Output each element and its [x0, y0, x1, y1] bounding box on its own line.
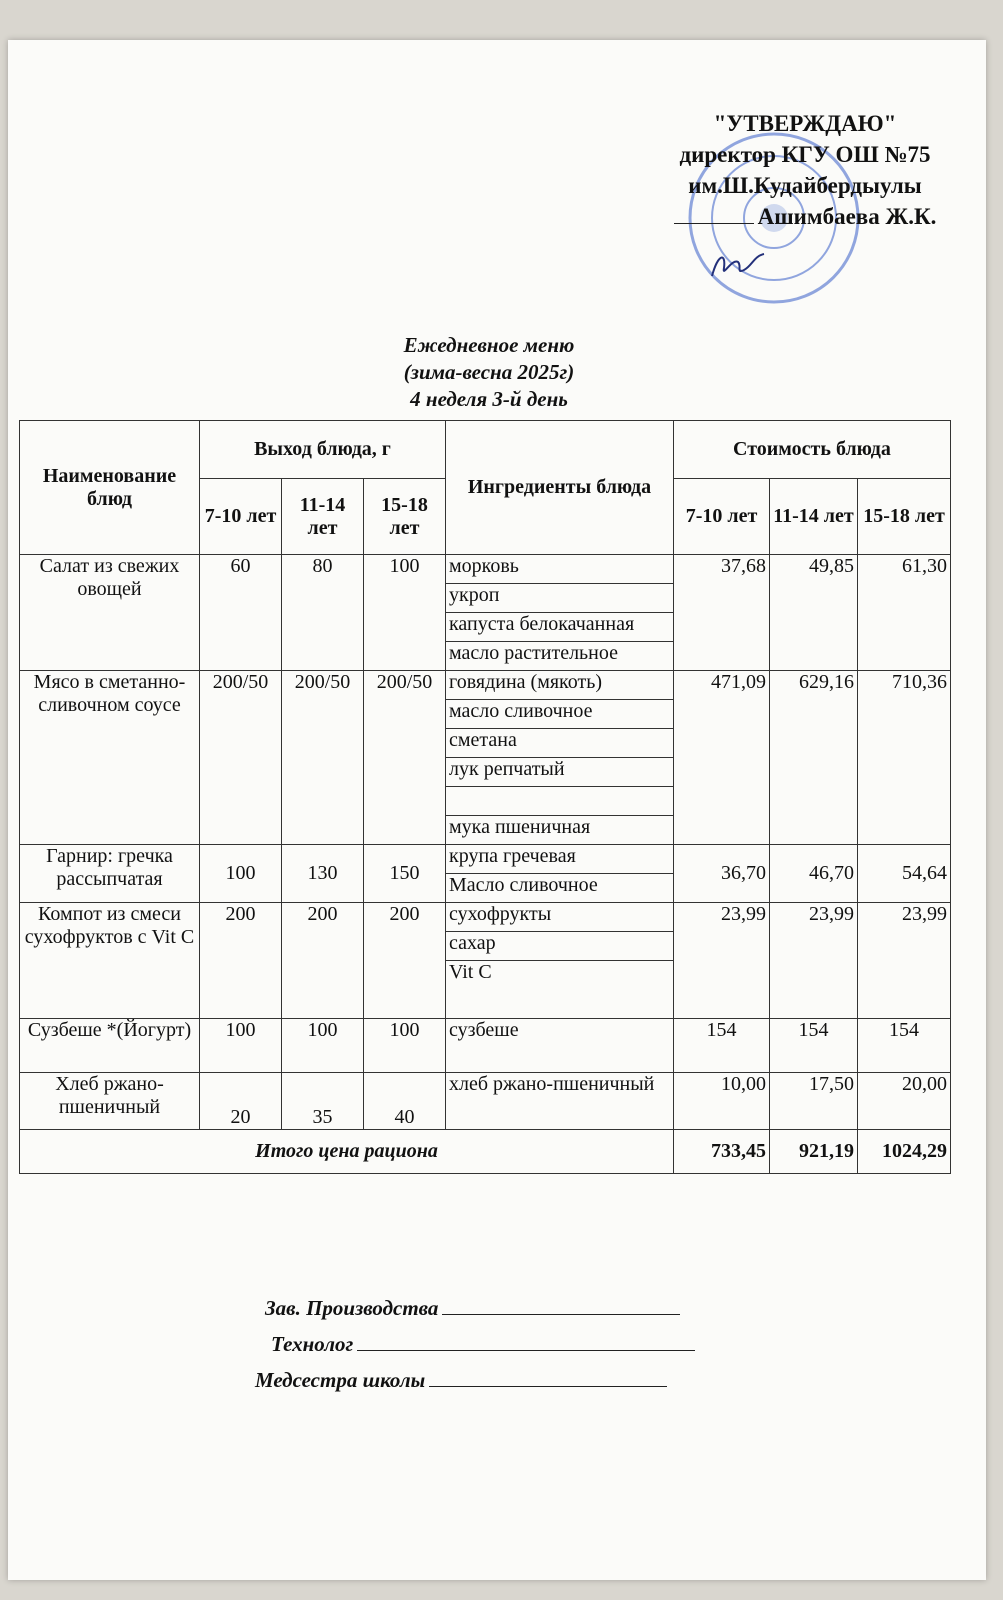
dish-name: Сузбеше *(Йогурт) — [20, 1019, 200, 1073]
yield-15-18: 200 — [364, 903, 446, 1019]
header-yield-age-15-18: 15-18 лет — [364, 479, 446, 555]
table-row — [20, 671, 951, 700]
yield-7-10: 60 — [200, 555, 282, 671]
yield-7-10: 20 — [200, 1073, 282, 1130]
yield-7-10: 200/50 — [200, 671, 282, 845]
cost-15-18: 154 — [858, 1019, 951, 1073]
dish-name: Гарнир: гречка рассыпчатая — [20, 845, 200, 903]
table-row — [20, 903, 951, 932]
approval-position: директор КГУ ОШ №75 — [679, 142, 931, 167]
menu-title: Ежедневное меню — [403, 333, 575, 357]
cost-7-10: 154 — [674, 1019, 770, 1073]
yield-15-18: 200/50 — [364, 671, 446, 845]
header-yield-age-7-10: 7-10 лет — [200, 479, 282, 555]
cost-11-14: 17,50 — [770, 1073, 858, 1130]
approval-school: им.Ш.Кудайбердыулы — [688, 173, 922, 198]
yield-15-18: 150 — [364, 845, 446, 903]
cost-11-14: 49,85 — [770, 555, 858, 671]
header-dish-name: Наименование блюд — [20, 421, 200, 555]
signature-line — [442, 1294, 680, 1315]
approval-title: "УТВЕРЖДАЮ" — [713, 111, 897, 136]
yield-7-10: 200 — [200, 903, 282, 1019]
header-cost-age-15-18: 15-18 лет — [858, 479, 951, 555]
cost-7-10: 23,99 — [674, 903, 770, 1019]
menu-title-block — [0, 332, 1003, 413]
ingredient: капуста белокачанная — [446, 613, 674, 642]
yield-11-14: 200/50 — [282, 671, 364, 845]
yield-11-14: 200 — [282, 903, 364, 1019]
yield-15-18: 100 — [364, 555, 446, 671]
header-ingredients: Ингредиенты блюда — [446, 421, 674, 555]
cost-15-18: 710,36 — [858, 671, 951, 845]
signature-row — [255, 1326, 695, 1362]
cost-11-14: 46,70 — [770, 845, 858, 903]
cost-7-10: 37,68 — [674, 555, 770, 671]
ingredient: Масло сливочное — [446, 874, 674, 903]
ingredient: масло сливочное — [446, 700, 674, 729]
signature-line — [429, 1366, 667, 1387]
yield-11-14: 130 — [282, 845, 364, 903]
approval-director-name: Ашимбаева Ж.К. — [757, 204, 937, 229]
dish-name: Хлеб ржано-пшеничный — [20, 1073, 200, 1130]
cost-11-14: 154 — [770, 1019, 858, 1073]
yield-11-14: 100 — [282, 1019, 364, 1073]
header-cost: Стоимость блюда — [674, 421, 951, 479]
cost-7-10: 36,70 — [674, 845, 770, 903]
approval-director — [645, 201, 965, 232]
signature-label-technologist: Технолог — [271, 1332, 354, 1356]
dish-name: Салат из свежих овощей — [20, 555, 200, 671]
table-row — [20, 1019, 951, 1073]
table-row — [20, 845, 951, 874]
cost-15-18: 23,99 — [858, 903, 951, 1019]
cost-15-18: 61,30 — [858, 555, 951, 671]
approval-block — [645, 108, 965, 232]
signature-line — [357, 1330, 695, 1351]
ingredient: крупа гречевая — [446, 845, 674, 874]
signature-label-production: Зав. Производства — [265, 1296, 439, 1320]
ingredient: хлеб ржано-пшеничный — [446, 1073, 674, 1130]
ingredient: говядина (мякоть) — [446, 671, 674, 700]
cost-11-14: 23,99 — [770, 903, 858, 1019]
ingredient: морковь — [446, 555, 674, 584]
table-row — [20, 1073, 951, 1130]
cost-7-10: 10,00 — [674, 1073, 770, 1130]
handwritten-signature — [708, 248, 768, 284]
cost-11-14: 629,16 — [770, 671, 858, 845]
ingredient: мука пшеничная — [446, 816, 674, 845]
signature-line — [674, 223, 754, 224]
ingredient: сметана — [446, 729, 674, 758]
total-row — [20, 1130, 951, 1174]
dish-name: Компот из смеси сухофруктов с Vit C — [20, 903, 200, 1019]
ingredient-empty — [446, 787, 674, 816]
header-yield-age-11-14: 11-14 лет — [282, 479, 364, 555]
ingredient: сузбеше — [446, 1019, 674, 1073]
yield-11-14: 80 — [282, 555, 364, 671]
header-yield: Выход блюда, г — [200, 421, 446, 479]
ingredient: укроп — [446, 584, 674, 613]
yield-15-18: 100 — [364, 1019, 446, 1073]
header-cost-age-11-14: 11-14 лет — [770, 479, 858, 555]
menu-table — [19, 420, 951, 1174]
total-label: Итого цена рациона — [20, 1130, 674, 1174]
cost-7-10: 471,09 — [674, 671, 770, 845]
menu-season: (зима-весна 2025г) — [403, 360, 575, 384]
ingredient: сухофрукты — [446, 903, 674, 932]
dish-name: Мясо в сметанно-сливочном соусе — [20, 671, 200, 845]
total-cost-7-10: 733,45 — [674, 1130, 770, 1174]
signature-row — [255, 1362, 695, 1398]
header-cost-age-7-10: 7-10 лет — [674, 479, 770, 555]
ingredient: Vit C — [446, 961, 674, 1019]
yield-15-18: 40 — [364, 1073, 446, 1130]
yield-11-14: 35 — [282, 1073, 364, 1130]
table-row — [20, 555, 951, 584]
signature-label-nurse: Медсестра школы — [255, 1368, 426, 1392]
signatures-block — [255, 1290, 695, 1398]
ingredient: сахар — [446, 932, 674, 961]
cost-15-18: 54,64 — [858, 845, 951, 903]
ingredient: лук репчатый — [446, 758, 674, 787]
cost-15-18: 20,00 — [858, 1073, 951, 1130]
signature-row — [255, 1290, 695, 1326]
yield-7-10: 100 — [200, 1019, 282, 1073]
menu-week-day: 4 неделя 3-й день — [410, 387, 568, 411]
yield-7-10: 100 — [200, 845, 282, 903]
total-cost-11-14: 921,19 — [770, 1130, 858, 1174]
total-cost-15-18: 1024,29 — [858, 1130, 951, 1174]
ingredient: масло растительное — [446, 642, 674, 671]
